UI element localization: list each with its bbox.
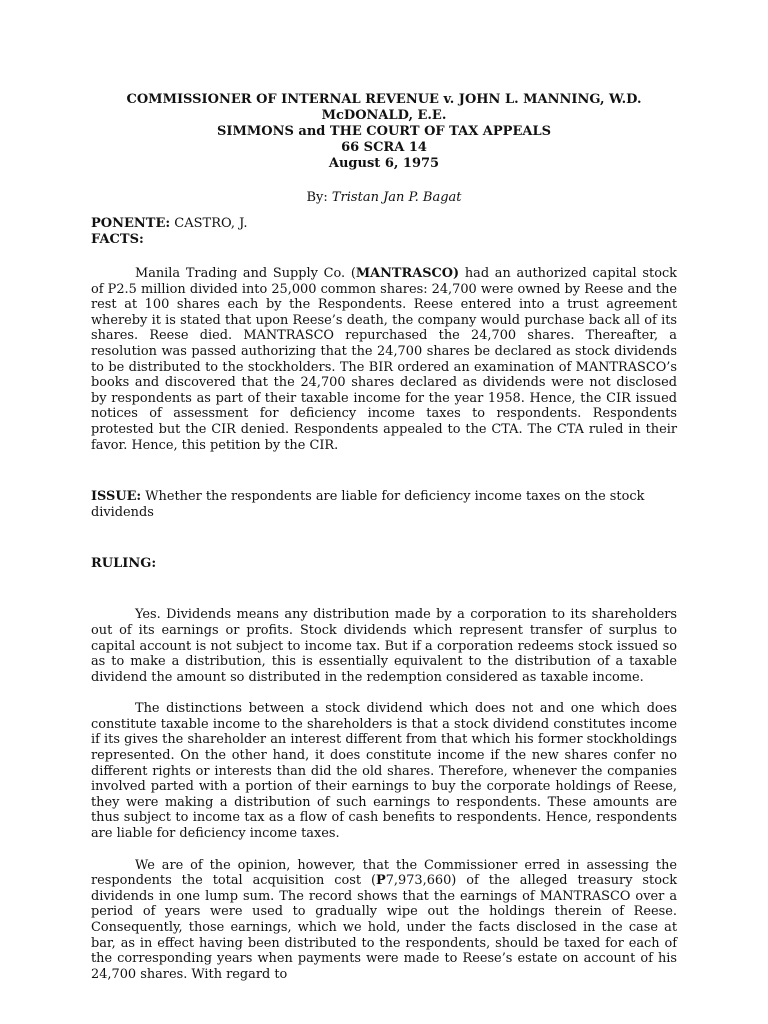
ruling-paragraph-3 [91, 858, 677, 983]
case-title-line2: SIMMONS and THE COURT OF TAX APPEALS [217, 124, 551, 139]
ponente-line [91, 216, 677, 232]
ponente-value: CASTRO, J. [174, 216, 248, 231]
ponente-label: PONENTE: [91, 216, 171, 231]
case-citation: 66 SCRA 14 [341, 140, 427, 155]
ruling-heading: RULING: [91, 556, 157, 572]
issue-paragraph [91, 489, 677, 520]
byline [91, 190, 677, 206]
ruling-p3-text-2: 7,973,660) of the alleged treasury stock dividends in one lump sum. The record shows that the earnings of MANTRASCO over a period of years were used to gradually wipe out the holdings therein of Reese. Consequently, those earnings, which we hold, under the facts disclosed in the case at bar, as in effect having been distributed to the respondents, should be taxed for each of the corresponding years when payments were made to Reese’s estate on account of his 24,700 shares. With regard to [91, 873, 678, 982]
facts-company-abbrev: MANTRASCO) [355, 266, 460, 281]
author-name: Tristan Jan P. Bagat [331, 190, 462, 205]
document-page [91, 92, 677, 982]
issue-label: ISSUE: [91, 489, 142, 505]
facts-text-2: had an authorized capital stock of P2.5 million divided into 25,000 common shares: 24,700 were owned by Reese and the rest at 100 shares each by the Respondents. Reese entered into a trust agreement whereby it is stated that upon Reese’s death, the company would purchase back all of its shares. Reese died. MANTRASCO repurchased the 24,700 shares. Thereafter, a resolution was passed authorizing that the 24,700 shares be declared as stock dividends to be distributed to the stockholders. The BIR ordered an examination of MANTRASCO’s books and discovered that the 24,700 shares declared as dividends were not disclosed by respondents as part of their taxable income for the year 1958. Hence, the CIR issued notices of assessment for deficiency income taxes to respondents. Respondents protested but the CIR denied. Respondents appealed to the CTA. The CTA ruled in their favor. Hence, this petition by the CIR. [91, 266, 677, 453]
ruling-paragraph-2: The distinctions between a stock dividend which does not and one which does constitute taxable income to the shareholders is that a stock dividend constitutes income if its gives the shareholder an interest different from that which his former stockholdings represented. On the other hand, it does constitute income if the new shares confer no different rights or interests than did the old shares. Therefore, whenever the companies involved parted with a portion of their earnings to buy the corporate holdings of Reese, they were making a distribution of such earnings to respondents. These amounts are thus subject to income tax as a flow of cash benefits to respondents. Hence, respondents are liable for deficiency income taxes. [91, 701, 677, 842]
facts-text-1: Manila Trading and Supply Co. ( [135, 266, 356, 281]
ruling-p3-text-1: We are of the opinion, however, that the Commissioner erred in assessing the respondents the total acquisition cost ( [91, 857, 677, 889]
case-date: August 6, 1975 [328, 156, 440, 171]
case-title-line1: COMMISSIONER OF INTERNAL REVENUE v. JOHN L. MANNING, W.D. McDONALD, E.E. [126, 92, 642, 123]
issue-text: Whether the respondents are liable for deficiency income taxes on the stock dividends [91, 489, 645, 520]
case-title [91, 92, 677, 172]
by-label: By: [306, 190, 328, 205]
facts-heading: FACTS: [91, 232, 144, 247]
facts-paragraph [91, 266, 677, 453]
ruling-paragraph-1: Yes. Dividends means any distribution made by a corporation to its shareholders out of its earnings or profits. Stock dividends which represent transfer of surplus to capital account is not subject to income tax. But if a corporation redeems stock issued so as to make a distribution, this is essentially equivalent to the distribution of a taxable dividend the amount so distributed in the redemption considered as taxable income. [91, 607, 677, 685]
peso-sign: P [375, 873, 386, 889]
